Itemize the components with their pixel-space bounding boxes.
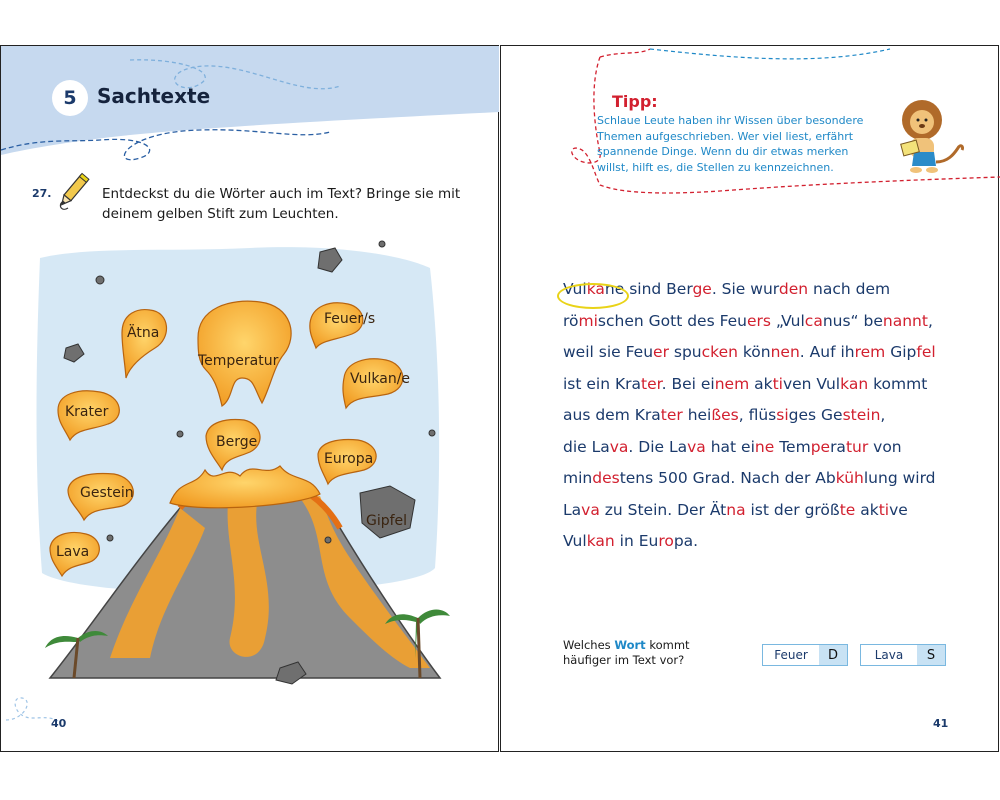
reading-line xyxy=(563,274,943,306)
reading-line xyxy=(563,463,943,495)
syllable: fel xyxy=(916,343,936,361)
syllable: , xyxy=(880,406,886,424)
answer-letter: D xyxy=(819,645,847,665)
volcano-word-gestein: Gestein xyxy=(80,485,134,501)
reading-line xyxy=(563,337,943,369)
syllable: . Auf ih xyxy=(799,343,855,361)
syllable: ka xyxy=(586,280,605,298)
reading-line xyxy=(563,495,943,527)
chapter-title: Sachtexte xyxy=(97,84,211,108)
syllable: lung wird xyxy=(863,469,936,487)
syllable: pa. xyxy=(673,532,699,550)
syllable: nen xyxy=(770,343,800,361)
reading-line xyxy=(563,400,943,432)
reading-text xyxy=(563,274,943,558)
question-text-after: kommt xyxy=(645,638,690,652)
page-number-right: 41 xyxy=(933,717,949,730)
syllable: hat ei xyxy=(705,437,755,456)
question-line-2: häufiger im Text vor? xyxy=(563,653,685,667)
syllable: spu xyxy=(668,343,702,361)
answer-word: Lava xyxy=(861,645,917,665)
syllable: ti xyxy=(772,374,783,393)
syllable: La xyxy=(563,500,582,519)
answer-option-lava[interactable] xyxy=(860,644,946,666)
syllable: ge xyxy=(692,280,712,298)
syllable: pe xyxy=(810,437,831,456)
syllable: ist ein Kra xyxy=(563,374,642,393)
syllable: kön xyxy=(737,343,771,361)
highlighted-word xyxy=(563,280,624,298)
syllable: nannt xyxy=(882,311,928,330)
answer-word: Feuer xyxy=(763,645,819,665)
syllable: ter xyxy=(641,374,662,393)
syllable: Vul xyxy=(563,532,587,550)
syllable: ne xyxy=(754,437,775,456)
chapter-number: 5 xyxy=(52,80,88,116)
syllable: . Die La xyxy=(628,437,688,456)
reading-line xyxy=(563,369,943,401)
syllable: ca xyxy=(804,311,823,330)
lion-reading-illustration xyxy=(892,96,968,176)
syllable: ti xyxy=(878,500,890,519)
syllable: nach dem xyxy=(808,280,891,298)
syllable: ers xyxy=(747,311,771,330)
syllable: va xyxy=(581,500,600,519)
syllable: , flüs xyxy=(738,406,777,424)
syllable: va xyxy=(609,437,629,456)
volcano-word-europa: Europa xyxy=(324,451,374,467)
volcano-word-feuer: Feuer/s xyxy=(324,311,376,327)
syllable: küh xyxy=(835,469,864,487)
answer-letter: S xyxy=(917,645,945,665)
syllable: tur xyxy=(845,437,869,456)
question-keyword: Wort xyxy=(614,638,646,652)
syllable: ist der größ xyxy=(745,500,840,519)
syllable: hei xyxy=(682,406,712,424)
syllable: ve xyxy=(889,500,908,519)
syllable: ne xyxy=(604,280,625,298)
syllable: zu Stein. Der Ät xyxy=(599,500,727,519)
tip-text: Schlaue Leute haben ihr Wissen über besondere Themen aufgeschrieben. Wer viel liest, erfährt spannende Dinge. Wenn du dir etwas merken willst, hilft es, die Stellen zu kennzeichnen. xyxy=(597,114,864,174)
syllable: er xyxy=(653,343,669,361)
volcano-word-temperatur: Temperatur xyxy=(198,353,279,369)
page-number-left: 40 xyxy=(51,717,67,730)
syllable: ro xyxy=(658,532,674,550)
syllable: kan xyxy=(586,532,615,550)
syllable: min xyxy=(563,469,593,487)
syllable: die La xyxy=(563,437,610,456)
volcano-word-vulkan: Vulkan/e xyxy=(350,371,411,387)
syllable: des xyxy=(592,469,620,487)
syllable: kan xyxy=(840,374,869,393)
syllable: von xyxy=(868,437,902,456)
syllable: va xyxy=(687,437,706,456)
tip-title: Tipp: xyxy=(612,92,658,111)
syllable: ven Vul xyxy=(782,374,841,393)
syllable: kommt xyxy=(868,374,928,393)
answer-option-feuer[interactable] xyxy=(762,644,848,666)
syllable: Vul xyxy=(563,280,587,298)
syllable: cken xyxy=(701,343,738,361)
syllable: schen Gott des Feu xyxy=(597,311,748,330)
syllable: stein xyxy=(842,406,881,424)
syllable: ßes xyxy=(711,406,739,424)
syllable: ges Ge xyxy=(788,406,843,424)
syllable: si xyxy=(776,406,789,424)
volcano-word-berge: Berge xyxy=(216,434,258,450)
syllable: mi xyxy=(578,311,598,330)
syllable: nem xyxy=(714,374,750,393)
volcano-word-atna: Ätna xyxy=(127,325,160,341)
syllable: ter xyxy=(660,406,683,424)
syllable: na xyxy=(726,500,746,519)
syllable: tens 500 Grad. Nach der Ab xyxy=(619,469,836,487)
reading-line xyxy=(563,526,943,558)
syllable: nus“ be xyxy=(822,311,883,330)
volcano-word-krater: Krater xyxy=(65,404,109,420)
syllable: weil sie Feu xyxy=(563,343,654,361)
question-text-before: Welches xyxy=(563,638,615,652)
syllable: sind Ber xyxy=(624,280,693,298)
volcano-illustration xyxy=(30,238,470,698)
task-instruction: Entdeckst du die Wörter auch im Text? Bringe sie mit deinem gelben Stift zum Leuchten. xyxy=(102,186,461,222)
volcano-word-lava: Lava xyxy=(56,544,90,560)
syllable: , xyxy=(927,311,933,330)
syllable: aus dem Kra xyxy=(563,406,661,424)
syllable: ak xyxy=(855,500,879,519)
volcano-word-gipfel: Gipfel xyxy=(366,513,408,529)
reading-line xyxy=(563,306,943,338)
syllable: in Eu xyxy=(614,532,659,550)
reading-line xyxy=(563,432,943,464)
question xyxy=(563,638,690,668)
syllable: Tem xyxy=(774,437,811,456)
syllable: „Vul xyxy=(771,311,805,330)
syllable: den xyxy=(778,280,809,298)
syllable: Gip xyxy=(885,343,917,361)
syllable: ra xyxy=(830,437,846,456)
syllable: ak xyxy=(749,374,773,393)
syllable: rö xyxy=(563,311,579,330)
task-number: 27. xyxy=(32,187,52,200)
syllable: . Bei ei xyxy=(661,374,715,393)
pencil-icon xyxy=(56,172,90,212)
syllable: te xyxy=(839,500,856,519)
syllable: rem xyxy=(854,343,886,361)
syllable: . Sie wur xyxy=(711,280,779,298)
